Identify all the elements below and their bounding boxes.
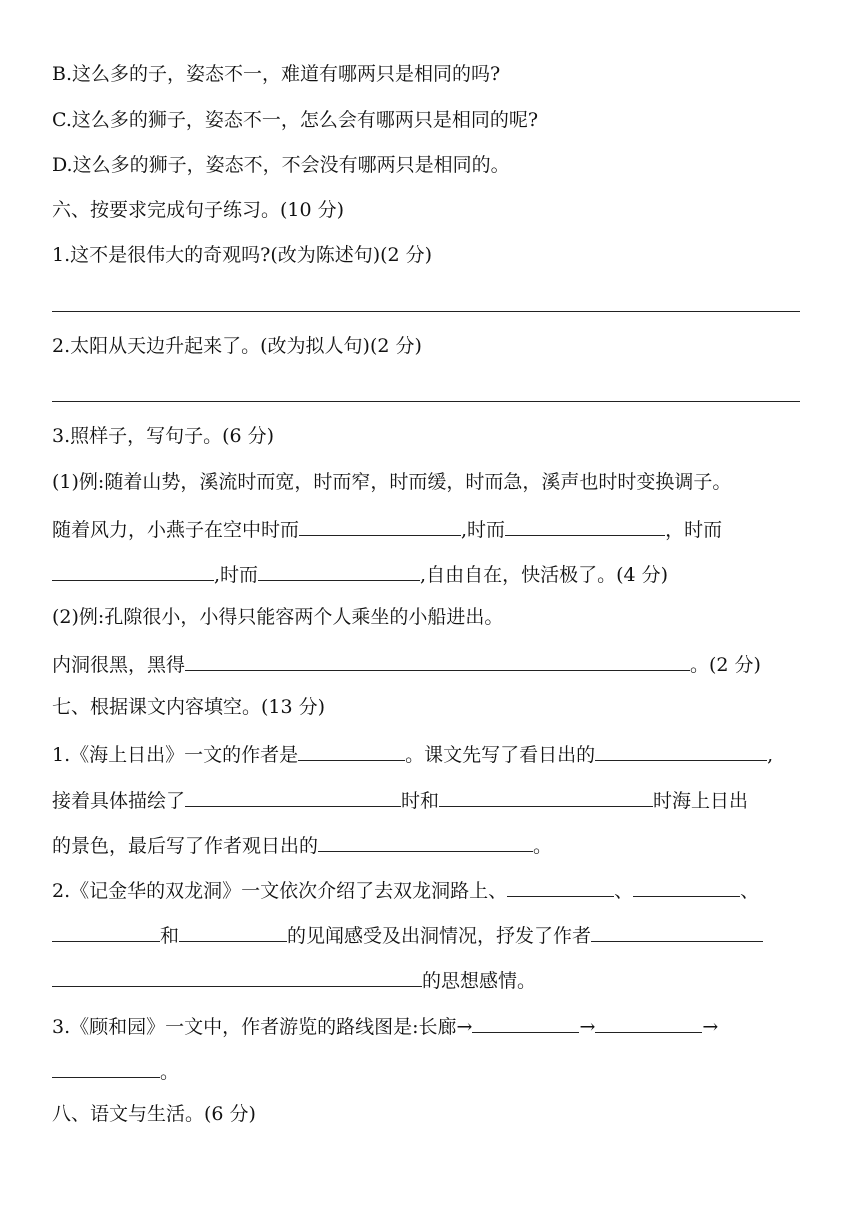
blank[interactable] — [507, 876, 614, 897]
fill-line-swallow-2 — [52, 560, 668, 587]
blank[interactable] — [595, 1012, 702, 1033]
blank[interactable] — [185, 650, 690, 671]
fill-line-cave-essay-1 — [52, 876, 759, 903]
text-segment: 、 — [614, 880, 634, 902]
text-segment: ，时而 — [665, 519, 723, 541]
blank[interactable] — [52, 560, 214, 581]
fill-line-sunrise-1 — [52, 740, 773, 767]
text-segment: ,时而 — [214, 564, 259, 586]
text-segment: 的见闻感受及出洞情况，抒发了作者 — [287, 925, 592, 947]
text-segment: 2.《记金华的双龙洞》一文依次介绍了去双龙洞路上、 — [52, 880, 508, 902]
section-seven-heading: 七、根据课文内容填空。(13 分) — [52, 696, 326, 718]
fill-line-swallow — [52, 515, 722, 542]
blank[interactable] — [472, 1012, 579, 1033]
blank[interactable] — [179, 921, 287, 942]
text-segment: 的思想感情。 — [422, 970, 537, 992]
blank[interactable] — [318, 831, 533, 852]
option-c: C.这么多的狮子，姿态不一，怎么会有哪两只是相同的呢? — [52, 109, 539, 131]
text-segment: , — [767, 744, 774, 766]
text-segment: 随着风力，小燕子在空中时而 — [52, 519, 300, 541]
text-segment: 和 — [160, 925, 180, 947]
answer-line-six-1[interactable] — [52, 311, 800, 312]
blank[interactable] — [591, 921, 763, 942]
text-segment: ,自由自在，快活极了。(4 分) — [420, 564, 669, 586]
blank[interactable] — [298, 740, 405, 761]
blank[interactable] — [439, 786, 653, 807]
fill-line-sunrise-2 — [52, 786, 748, 813]
question-six-3: 3.照样子，写句子。(6 分) — [52, 425, 275, 447]
text-segment: 。 — [160, 1061, 180, 1083]
blank[interactable] — [595, 740, 767, 761]
example-2: (2)例:孔隙很小，小得只能容两个人乘坐的小船进出。 — [52, 606, 504, 628]
fill-line-garden-1 — [52, 1012, 718, 1039]
text-segment: 内洞很黑，黑得 — [52, 654, 186, 676]
answer-line-six-2[interactable] — [52, 401, 800, 402]
blank[interactable] — [52, 966, 422, 987]
text-segment: → — [702, 1016, 719, 1038]
text-segment: → — [579, 1016, 596, 1038]
text-segment: 时和 — [401, 790, 440, 812]
section-six-heading: 六、按要求完成句子练习。(10 分) — [52, 199, 345, 221]
blank[interactable] — [299, 515, 461, 536]
text-segment: 接着具体描绘了 — [52, 790, 186, 812]
text-segment: 1.《海上日出》一文的作者是 — [52, 744, 299, 766]
blank[interactable] — [52, 921, 160, 942]
blank[interactable] — [258, 560, 420, 581]
text-segment: ,时而 — [461, 519, 506, 541]
text-segment: 时海上日出 — [653, 790, 749, 812]
fill-line-cave-essay-3 — [52, 966, 536, 993]
fill-line-cave — [52, 650, 761, 677]
text-segment: 、 — [740, 880, 760, 902]
blank[interactable] — [185, 786, 401, 807]
option-b: B.这么多的子，姿态不一，难道有哪两只是相同的吗? — [52, 63, 501, 85]
section-eight-heading: 八、语文与生活。(6 分) — [52, 1103, 256, 1125]
text-segment: 。课文先写了看日出的 — [405, 744, 596, 766]
question-six-2: 2.太阳从天边升起来了。(改为拟人句)(2 分) — [52, 335, 422, 357]
fill-line-cave-essay-2 — [52, 921, 763, 948]
blank[interactable] — [52, 1057, 160, 1078]
option-d: D.这么多的狮子，姿态不，不会没有哪两只是相同的。 — [52, 154, 510, 176]
fill-line-garden-2 — [52, 1057, 179, 1084]
text-segment: 。(2 分) — [690, 654, 761, 676]
blank[interactable] — [633, 876, 740, 897]
question-six-1: 1.这不是很伟大的奇观吗?(改为陈述句)(2 分) — [52, 244, 433, 266]
text-segment: 。 — [533, 835, 553, 857]
blank[interactable] — [505, 515, 665, 536]
fill-line-sunrise-3 — [52, 831, 552, 858]
example-1: (1)例:随着山势，溪流时而宽，时而窄，时而缓，时而急，溪声也时时变换调子。 — [52, 471, 732, 493]
text-segment: 的景色，最后写了作者观日出的 — [52, 835, 319, 857]
text-segment: 3.《顾和园》一文中，作者游览的路线图是:长廊→ — [52, 1016, 473, 1038]
